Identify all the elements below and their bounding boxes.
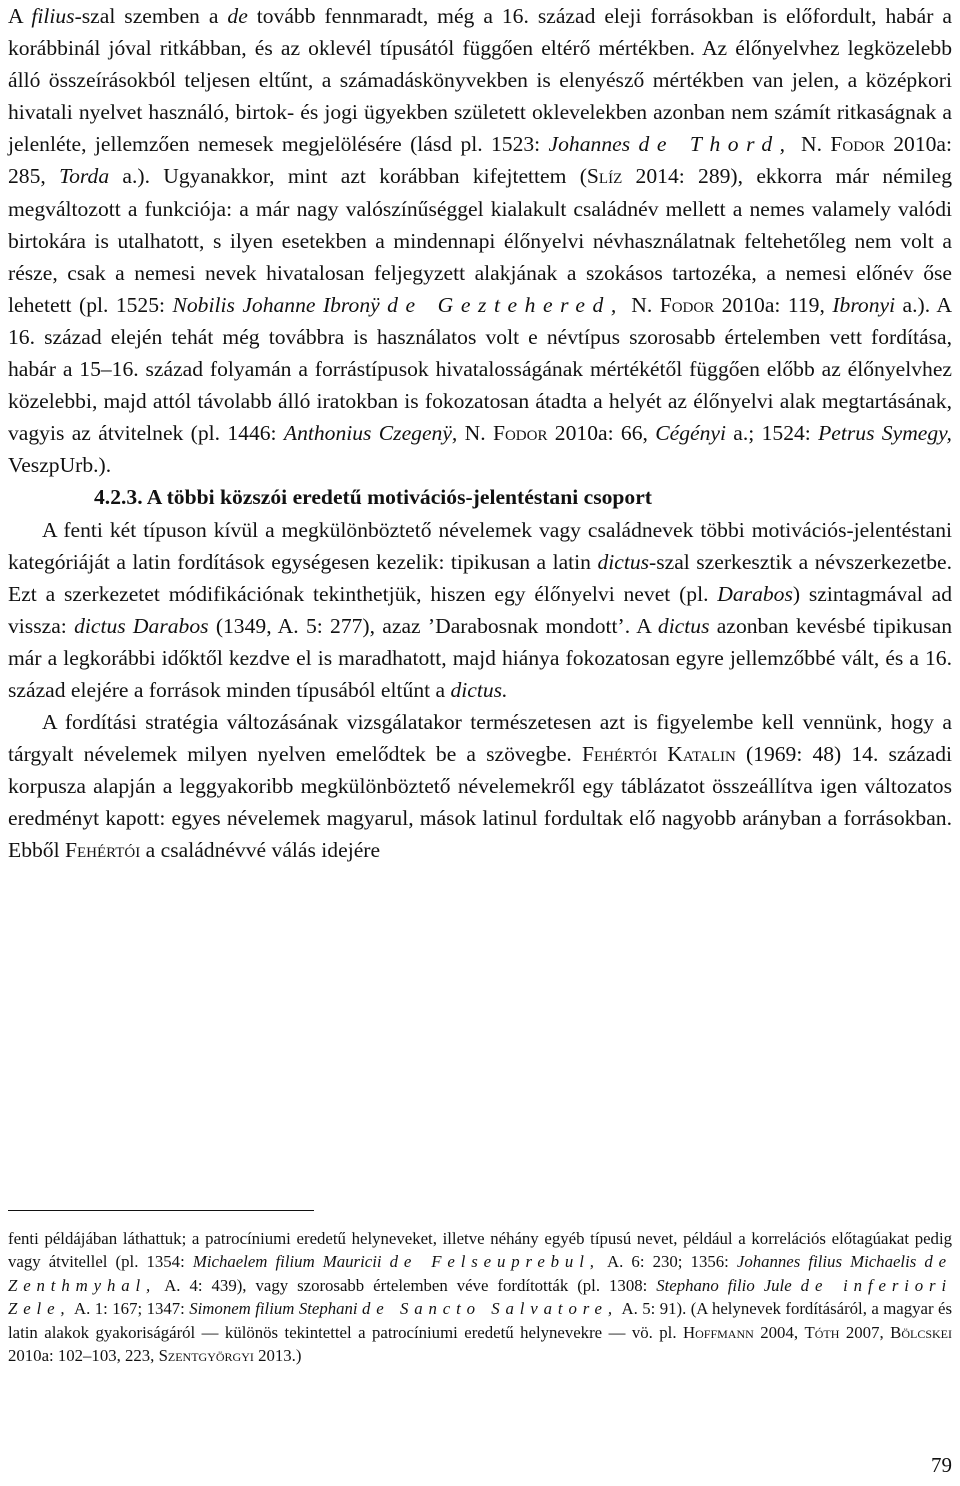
footnote-separator (8, 1210, 314, 1211)
main-text (8, 0, 952, 867)
text-run: (1969: 48) 14. századi korpusza alapján a leggyakoribb megkülönböztető névelemekről egy táblázatot összeállítva igen változatos eredményt kapott: egyes névelemek magyarul, mások latinul fordultak elő nagyobb arányban a forrásokban. Ebből (8, 742, 952, 863)
text-run: Torda (59, 164, 110, 189)
text-run: a.; 1524: (725, 421, 819, 446)
text-run: de inferiori Zele, (8, 1275, 953, 1319)
paragraph-1 (8, 0, 952, 481)
text-run: A fordítási stratégia változásának vizsgálatakor természetesen azt is figyelembe kell vennünk, hogy a tárgyalt névelemek milyen nyelven emelődtek be a szövegbe. (8, 710, 952, 767)
paragraph-3 (8, 706, 952, 866)
text-run: 2010a: 66, (547, 421, 656, 446)
text-run: fenti példájában láthattuk; a patrocíniumi eredetű helyneveket, illetve néhány egyéb típusú nevet, például a korrelációs előtagúakat pedig vagy átvitellel (pl. 1354: (8, 1229, 952, 1272)
text-run: A fenti két típuson kívül a megkülönböztető névelemek vagy családnevek többi motivációs-jelentéstani kategóriáját a latin fordítások egységesen kezelik: tipikusan a latin (8, 517, 952, 574)
text-run: 2007, (839, 1322, 891, 1342)
text-run: Szentgyörgyi (158, 1346, 254, 1366)
text-run: Fodor (830, 132, 885, 157)
text-run: Hoffmann (682, 1322, 754, 1342)
text-run: tovább fennmaradt, még a 16. század eleji forrásokban is előfordult, habár a korábbinál jóval ritkábban, és az oklevél típusától függően eltérő mértékben. Az élőnyelvhez legközelebb álló összeírásokból teljesen eltűnt, a számadáskönyvekben is elenyésző mértékben van jelen, a középkori hivatali nyelvet használó, birtok- és jogi ügyekben született oklevelekben azonban nem számít ritkaságnak a jelenléte, jellemzően nemesek megjelölésére (lásd pl. 1523: (8, 4, 952, 157)
section-heading: 4.2.3. A többi közszói eredetű motivációs-jelentéstani csoport (94, 485, 652, 510)
page-content (8, 0, 952, 867)
text-run: 2010a: 285, (8, 132, 952, 189)
text-run: -szal szerkesztik a névszerkezetbe. Ezt a szerkezetet módifikációnak tekinthetjük, hiszen egy élőnyelvi nevet (pl. (8, 549, 952, 606)
text-run: Anthonius Czegenÿ, (283, 421, 458, 446)
text-run: Johannes filius Michaelis (736, 1252, 925, 1272)
paragraph-2 (8, 514, 952, 707)
text-run: A (8, 4, 32, 28)
text-run: 2013.) (253, 1346, 302, 1366)
text-run: de Thord, (638, 132, 793, 157)
text-run: Bölcskei (890, 1322, 952, 1342)
text-run: filius (31, 4, 75, 28)
text-run: Petrus Symegy, (818, 421, 952, 446)
text-run: Fodor (659, 292, 715, 317)
text-run: azonban kevésbé tipikusan már a legkorábbi időktől kezdve el is maradhatott, majd hiánya fokozatosan egyre jellemzőbbé vált, és a 16. század elejére a források minden típusából eltűnt a (8, 613, 952, 702)
text-run: 2010a: 119, (714, 292, 833, 317)
text-run: N. (457, 421, 493, 446)
text-run: Cégényi (655, 421, 726, 446)
text-run: ) szintagmával ad vissza: (8, 581, 952, 638)
text-run: de Felseuprebul, (389, 1252, 600, 1272)
text-run: de Zenthmyhal, (8, 1252, 952, 1295)
text-run: (1349, A. 5: 277), azaz ’Darabosnak mondott’. A (208, 613, 658, 638)
text-run: dictus Darabos (74, 613, 209, 638)
text-run: A. 4: 439), vagy szorosabb értelemben véve fordították (pl. 1308: (156, 1275, 657, 1295)
text-run: 2004, (753, 1322, 805, 1342)
text-run: A. 1: 167; 1347: (70, 1299, 190, 1319)
text-run: Ibronyi (832, 292, 896, 317)
text-run: de (227, 4, 248, 28)
text-run: VeszpUrb.). (8, 453, 112, 478)
text-run: N. (792, 132, 831, 157)
text-run: -szal szemben a (74, 4, 228, 28)
text-run: Fehértói (64, 838, 141, 863)
text-run: Fodor (492, 421, 548, 446)
text-run: dictus. (450, 677, 508, 702)
text-run: a családnévvé válás idejére (140, 838, 381, 863)
footnote (8, 1227, 952, 1367)
text-run: Michaelem filium Mauricii (192, 1252, 390, 1272)
text-run: Slíz (586, 164, 623, 189)
page-number: 79 (931, 1453, 952, 1477)
text-run: N. (623, 292, 660, 317)
text-run: de Geztehered, (387, 292, 624, 317)
text-run: Fehértói Katalin (581, 742, 736, 767)
text-run: a.). Ugyanakkor, mint azt korábban kifejtettem ( (109, 164, 587, 189)
text-run: dictus (657, 613, 710, 638)
text-run: Nobilis Johanne Ibronÿ (172, 292, 388, 317)
text-run: Darabos (717, 581, 793, 606)
text-run: A. 6: 230; 1356: (599, 1252, 737, 1272)
text-run: Tóth (804, 1322, 840, 1342)
text-run: dictus (597, 549, 650, 574)
text-run: 2010a: 102–103, 223, (8, 1346, 159, 1366)
text-run: de Sancto Salvatore, (362, 1299, 618, 1319)
text-run: a.). A 16. század elején tehát még továbbra is használatos volt e névtípus szorosabb értelemben vett fordítása, habár a 15–16. század folyamán a forrástípusok hivatalosságának mértékétől függően előbb az élőnyelvhez közelebbi, majd attól távolabb álló iratokban is fokozatosan átadta a helyét az élőnyelvi alak megtartásának, vagyis az átvitelnek (pl. 1446: (8, 292, 952, 446)
text-run: A. 5: 91). (A helynevek fordításáról, a magyar és latin alakok gyakoriságáról — különös tekintettel a patrocíniumi eredetű helynevekre — vö. pl. (8, 1299, 952, 1342)
text-run: Stephano filio Jule (656, 1275, 801, 1295)
text-run: Johannes (548, 132, 639, 157)
text-run: Simonem filium Stephani (189, 1299, 363, 1319)
text-run: 2014: 289), ekkorra már némileg megváltozott a funkciója: a már nagy valószínűséggel kialakult családnév mellett a nemes valamely valódi birtokára is utalhatott, s ilyen esetekben a mindennapi élőnyelvi névhasználatnak feltehetőleg nem volt a része, csak a nemesi nevek hivatalosan feljegyzett alakjának a szokásos tartozéka, a nemesi előnév őse lehetett (pl. 1525: (8, 164, 952, 317)
